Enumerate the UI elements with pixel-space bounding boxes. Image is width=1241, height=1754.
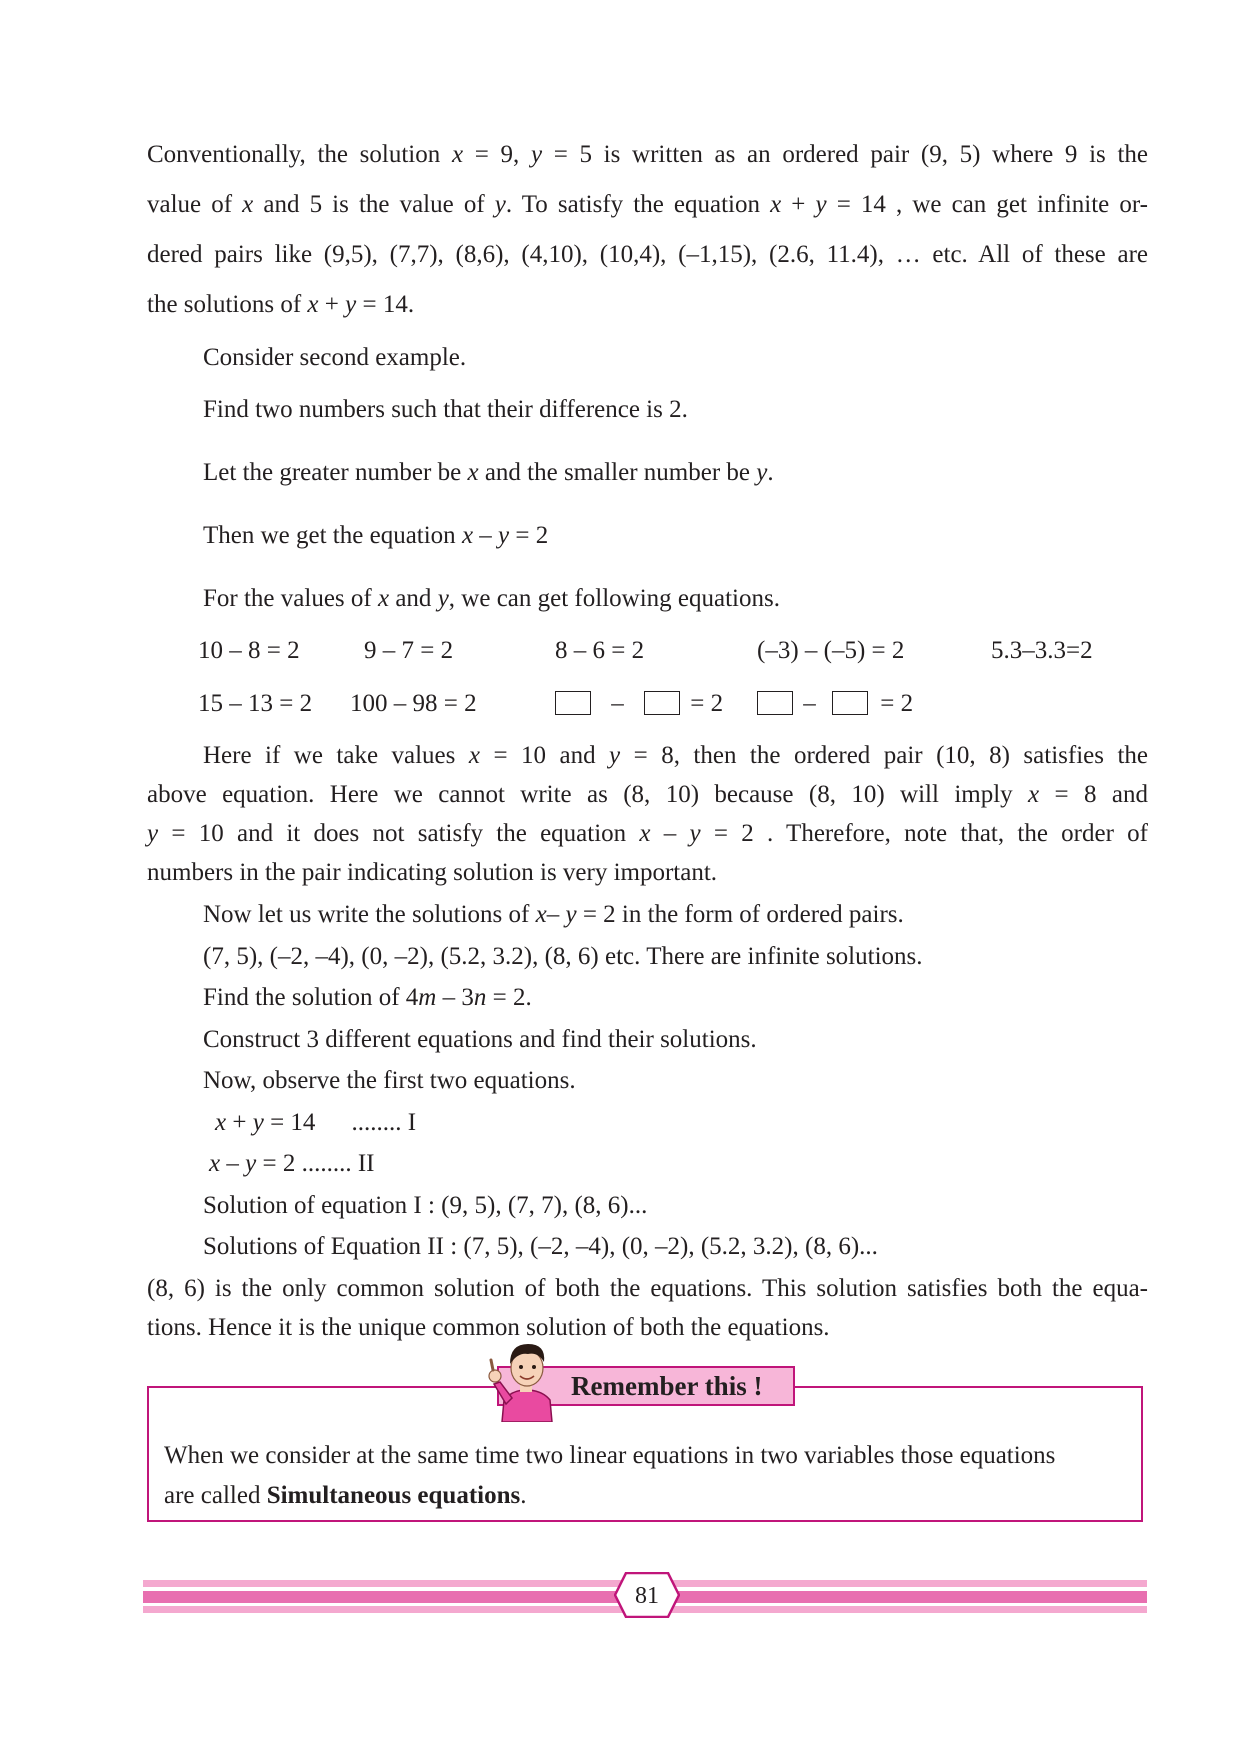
paragraph-line: the solutions of x + y = 14. <box>147 291 415 318</box>
blank-box[interactable] <box>555 691 591 715</box>
text-now-write: Now let us write the solutions of x– y = 2 in the form of ordered pairs. <box>203 901 904 928</box>
paragraph-line: Conventionally, the solution x = 9, y = 5 is written as an ordered pair (9, 5) where 9 is the <box>147 141 1148 168</box>
equation: 10 – 8 = 2 <box>198 637 300 664</box>
blank-box[interactable] <box>832 691 868 715</box>
text-solution-two: Solutions of Equation II : (7, 5), (–2, –4), (0, –2), (5.2, 3.2), (8, 6)... <box>203 1233 878 1260</box>
text-for-values: For the values of x and y, we can get following equations. <box>203 585 780 612</box>
text-find-solution: Find the solution of 4m – 3n = 2. <box>203 984 532 1011</box>
page-number: 81 <box>635 1583 659 1609</box>
text-let-greater: Let the greater number be x and the smaller number be y. <box>203 459 774 486</box>
paragraph-line: dered pairs like (9,5), (7,7), (8,6), (4,10), (10,4), (–1,15), (2.6, 11.4), … etc. All of these are <box>147 241 1148 268</box>
boy-mascot-icon <box>486 1338 568 1422</box>
blank-equation: – = 2 <box>555 689 723 719</box>
equation: 100 – 98 = 2 <box>350 690 477 717</box>
equation: 15 – 13 = 2 <box>198 690 313 717</box>
equation-two: x – y = 2 ........ II <box>209 1150 375 1177</box>
text-pairs: (7, 5), (–2, –4), (0, –2), (5.2, 3.2), (8, 6) etc. There are infinite solutions. <box>203 943 923 970</box>
equation: (–3) – (–5) = 2 <box>757 637 905 664</box>
text-observe: Now, observe the first two equations. <box>203 1067 576 1094</box>
equation: 5.3–3.3=2 <box>991 637 1093 664</box>
equation-one: x + y = 14 ........ I <box>215 1109 417 1136</box>
paragraph-line: above equation. Here we cannot write as (8, 10) because (8, 10) will imply x = 8 and <box>147 781 1148 808</box>
text-consider: Consider second example. <box>203 344 467 371</box>
paragraph-line: y = 10 and it does not satisfy the equation x – y = 2 . Therefore, note that, the order of <box>147 820 1149 847</box>
text-construct: Construct 3 different equations and find their solutions. <box>203 1026 757 1053</box>
equation: 8 – 6 = 2 <box>555 637 645 664</box>
remember-label: Remember this ! <box>571 1371 763 1401</box>
paragraph-line: (8, 6) is the only common solution of both the equations. This solution satisfies both the equa- <box>147 1275 1148 1302</box>
paragraph-line: Here if we take values x = 10 and y = 8, then the ordered pair (10, 8) satisfies the <box>203 742 1148 769</box>
text-then-equation: Then we get the equation x – y = 2 <box>203 522 549 549</box>
blank-box[interactable] <box>644 691 680 715</box>
remember-text-line: are called Simultaneous equations. <box>164 1482 527 1509</box>
paragraph-line: tions. Hence it is the unique common solution of both the equations. <box>147 1314 830 1341</box>
remember-text-line: When we consider at the same time two linear equations in two variables those equations <box>164 1442 1056 1469</box>
paragraph-line: numbers in the pair indicating solution is very important. <box>147 859 718 886</box>
paragraph-line: value of x and 5 is the value of y. To satisfy the equation x + y = 14 , we can get infinite or- <box>147 191 1149 218</box>
term-simultaneous-equations: Simultaneous equations <box>266 1482 521 1509</box>
blank-box[interactable] <box>757 691 793 715</box>
equation: 9 – 7 = 2 <box>364 637 454 664</box>
blank-equation: – = 2 <box>757 689 913 719</box>
page-number-badge <box>614 1572 680 1618</box>
text-find-two: Find two numbers such that their difference is 2. <box>203 396 688 423</box>
text-solution-one: Solution of equation I : (9, 5), (7, 7), (8, 6)... <box>203 1192 648 1219</box>
remember-box <box>147 1386 1143 1522</box>
